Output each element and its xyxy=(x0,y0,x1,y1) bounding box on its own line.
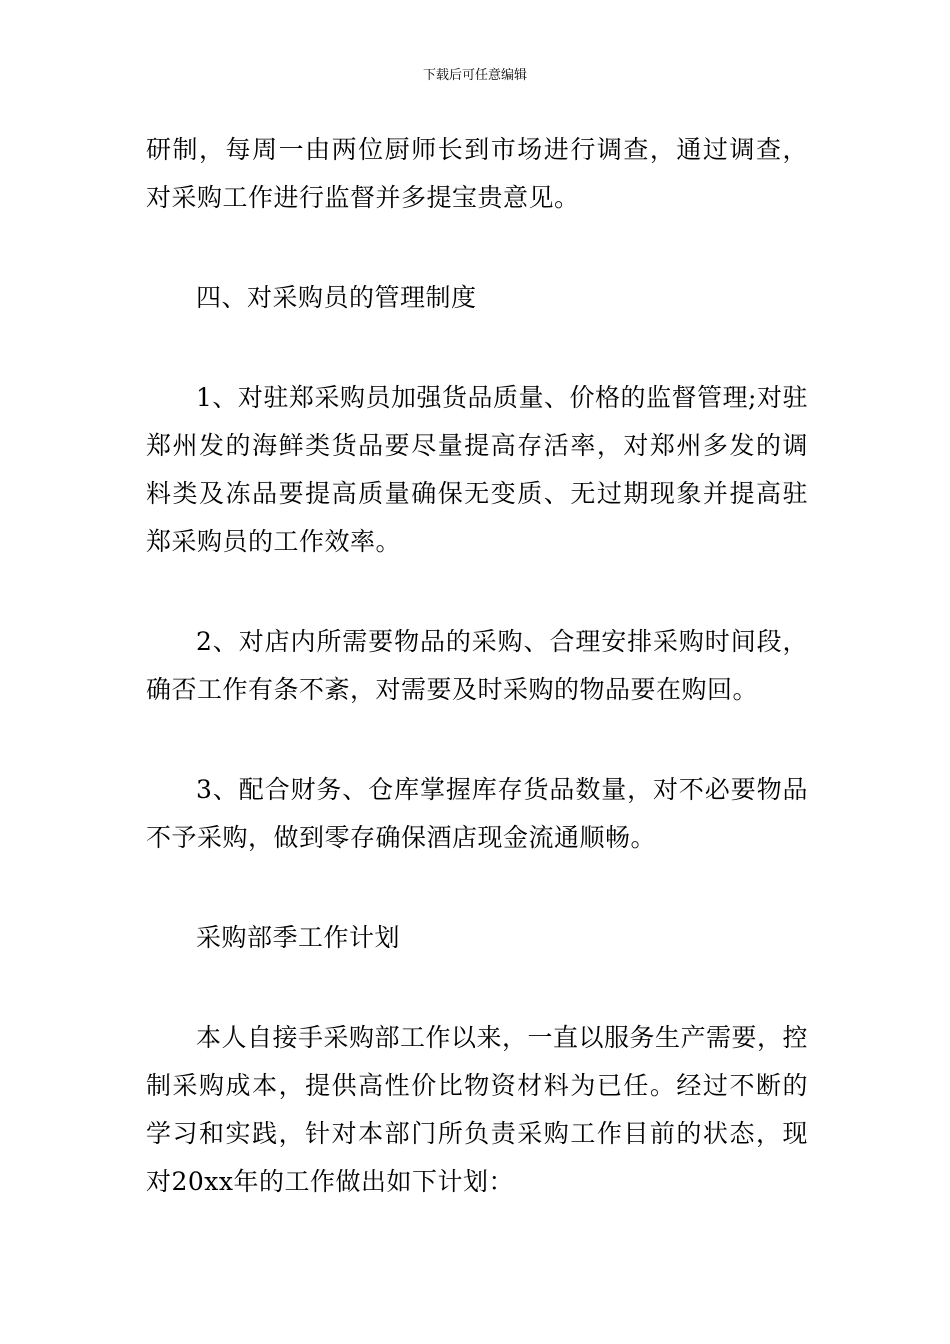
header-note: 下载后可任意编辑 xyxy=(422,68,527,83)
paragraph-continuation: 研制，每周一由两位厨师长到市场进行调查，通过调查，对采购工作进行监督并多提宝贵意见。 xyxy=(146,135,808,212)
paragraph-item-2: 2、对店内所需要物品的采购、合理安排采购时间段，确否工作有条不紊，对需要及时采购的物品要在购回。 xyxy=(146,627,808,704)
paragraph-intro: 本人自接手采购部工作以来，一直以服务生产需要，控制采购成本，提供高性价比物资材料为已任。经过不断的学习和实践，针对本部门所负责采购工作目前的状态，现对20xx年的工作做出如下计划： xyxy=(146,1023,809,1196)
paragraph-item-1: 1、对驻郑采购员加强货品质量、价格的监督管理;对驻郑州发的海鲜类货品要尽量提高存活率，对郑州多发的调料类及冻品要提高质量确保无变质、无过期现象并提高驻郑采购员的工作效率。 xyxy=(146,383,808,556)
section-heading-procurement-staff-management: 四、对采购员的管理制度 xyxy=(196,283,477,312)
section-heading-work-plan: 采购部季工作计划 xyxy=(196,923,401,952)
document-body xyxy=(146,126,808,1258)
paragraph-item-3: 3、配合财务、仓库掌握库存货品数量，对不必要物品不予采购，做到零存确保酒店现金流通顺畅。 xyxy=(146,775,808,852)
